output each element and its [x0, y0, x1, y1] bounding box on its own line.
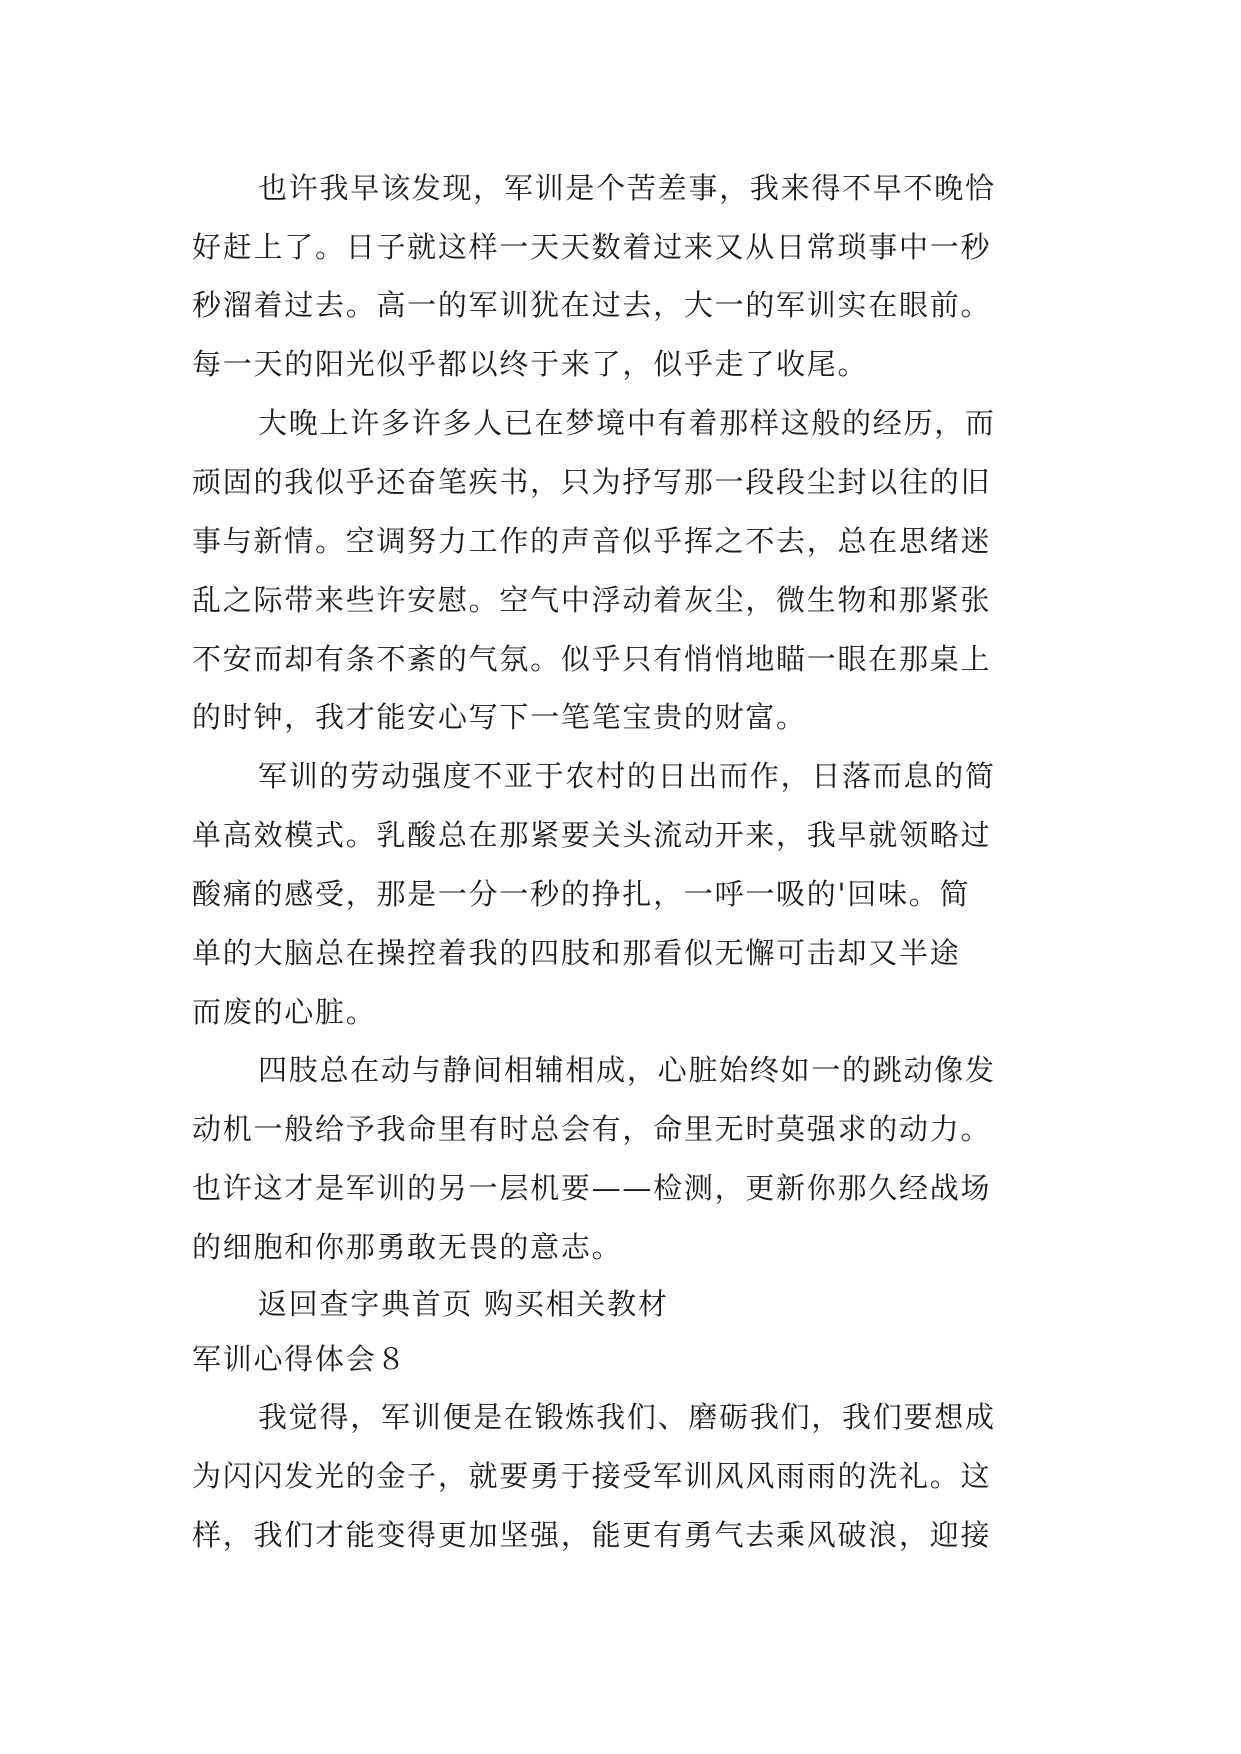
- text-line: 好赶上了。日子就这样一天天数着过来又从日常琐事中一秒: [192, 230, 992, 264]
- text-line: 每一天的阳光似乎都以终于来了，似乎走了收尾。: [192, 347, 869, 381]
- text-line: 顽固的我似乎还奋笔疾书，只为抒写那一段段尘封以往的旧: [192, 465, 992, 499]
- text-line: 也许我早该发现，军训是个苦差事，我来得不早不晚恰: [258, 171, 996, 205]
- text-line: 大晚上许多许多人已在梦境中有着那样这般的经历，而: [258, 406, 996, 440]
- text-line: 的时钟，我才能安心写下一笔笔宝贵的财富。: [192, 700, 807, 734]
- text-line: 也许这才是军训的另一层机要——检测，更新你那久经战场: [192, 1171, 992, 1205]
- nav-links-line: 返回查字典首页 购买相关教材: [258, 1287, 669, 1321]
- text-line: 单高效模式。乳酸总在那紧要关头流动开来，我早就领略过: [192, 818, 992, 852]
- section-heading: 军训心得体会８: [192, 1342, 408, 1376]
- text-line: 四肢总在动与静间相辅相成，心脏始终如一的跳动像发: [258, 1053, 996, 1087]
- text-line: 我觉得，军训便是在锻炼我们、磨砺我们，我们要想成: [258, 1400, 996, 1434]
- text-line: 事与新情。空调努力工作的声音似乎挥之不去，总在思绪迷: [192, 524, 992, 558]
- text-line: 秒溜着过去。高一的军训犹在过去，大一的军训实在眼前。: [192, 288, 992, 322]
- text-line: 酸痛的感受，那是一分一秒的挣扎，一呼一吸的'回味。简: [192, 877, 971, 911]
- text-line: 样，我们才能变得更加坚强，能更有勇气去乘风破浪，迎接: [192, 1518, 992, 1552]
- text-line: 为闪闪发光的金子，就要勇于接受军训风风雨雨的洗礼。这: [192, 1459, 992, 1493]
- text-line: 的细胞和你那勇敢无畏的意志。: [192, 1230, 623, 1264]
- text-line: 不安而却有条不紊的气氛。似乎只有悄悄地瞄一眼在那桌上: [192, 642, 992, 676]
- text-line: 单的大脑总在操控着我的四肢和那看似无懈可击却又半途: [192, 936, 961, 970]
- text-line: 而废的心脏。: [192, 995, 377, 1029]
- text-line: 动机一般给予我命里有时总会有，命里无时莫强求的动力。: [192, 1112, 992, 1146]
- text-line: 乱之际带来些许安慰。空气中浮动着灰尘，微生物和那紧张: [192, 583, 992, 617]
- text-line: 军训的劳动强度不亚于农村的日出而作，日落而息的简: [258, 759, 996, 793]
